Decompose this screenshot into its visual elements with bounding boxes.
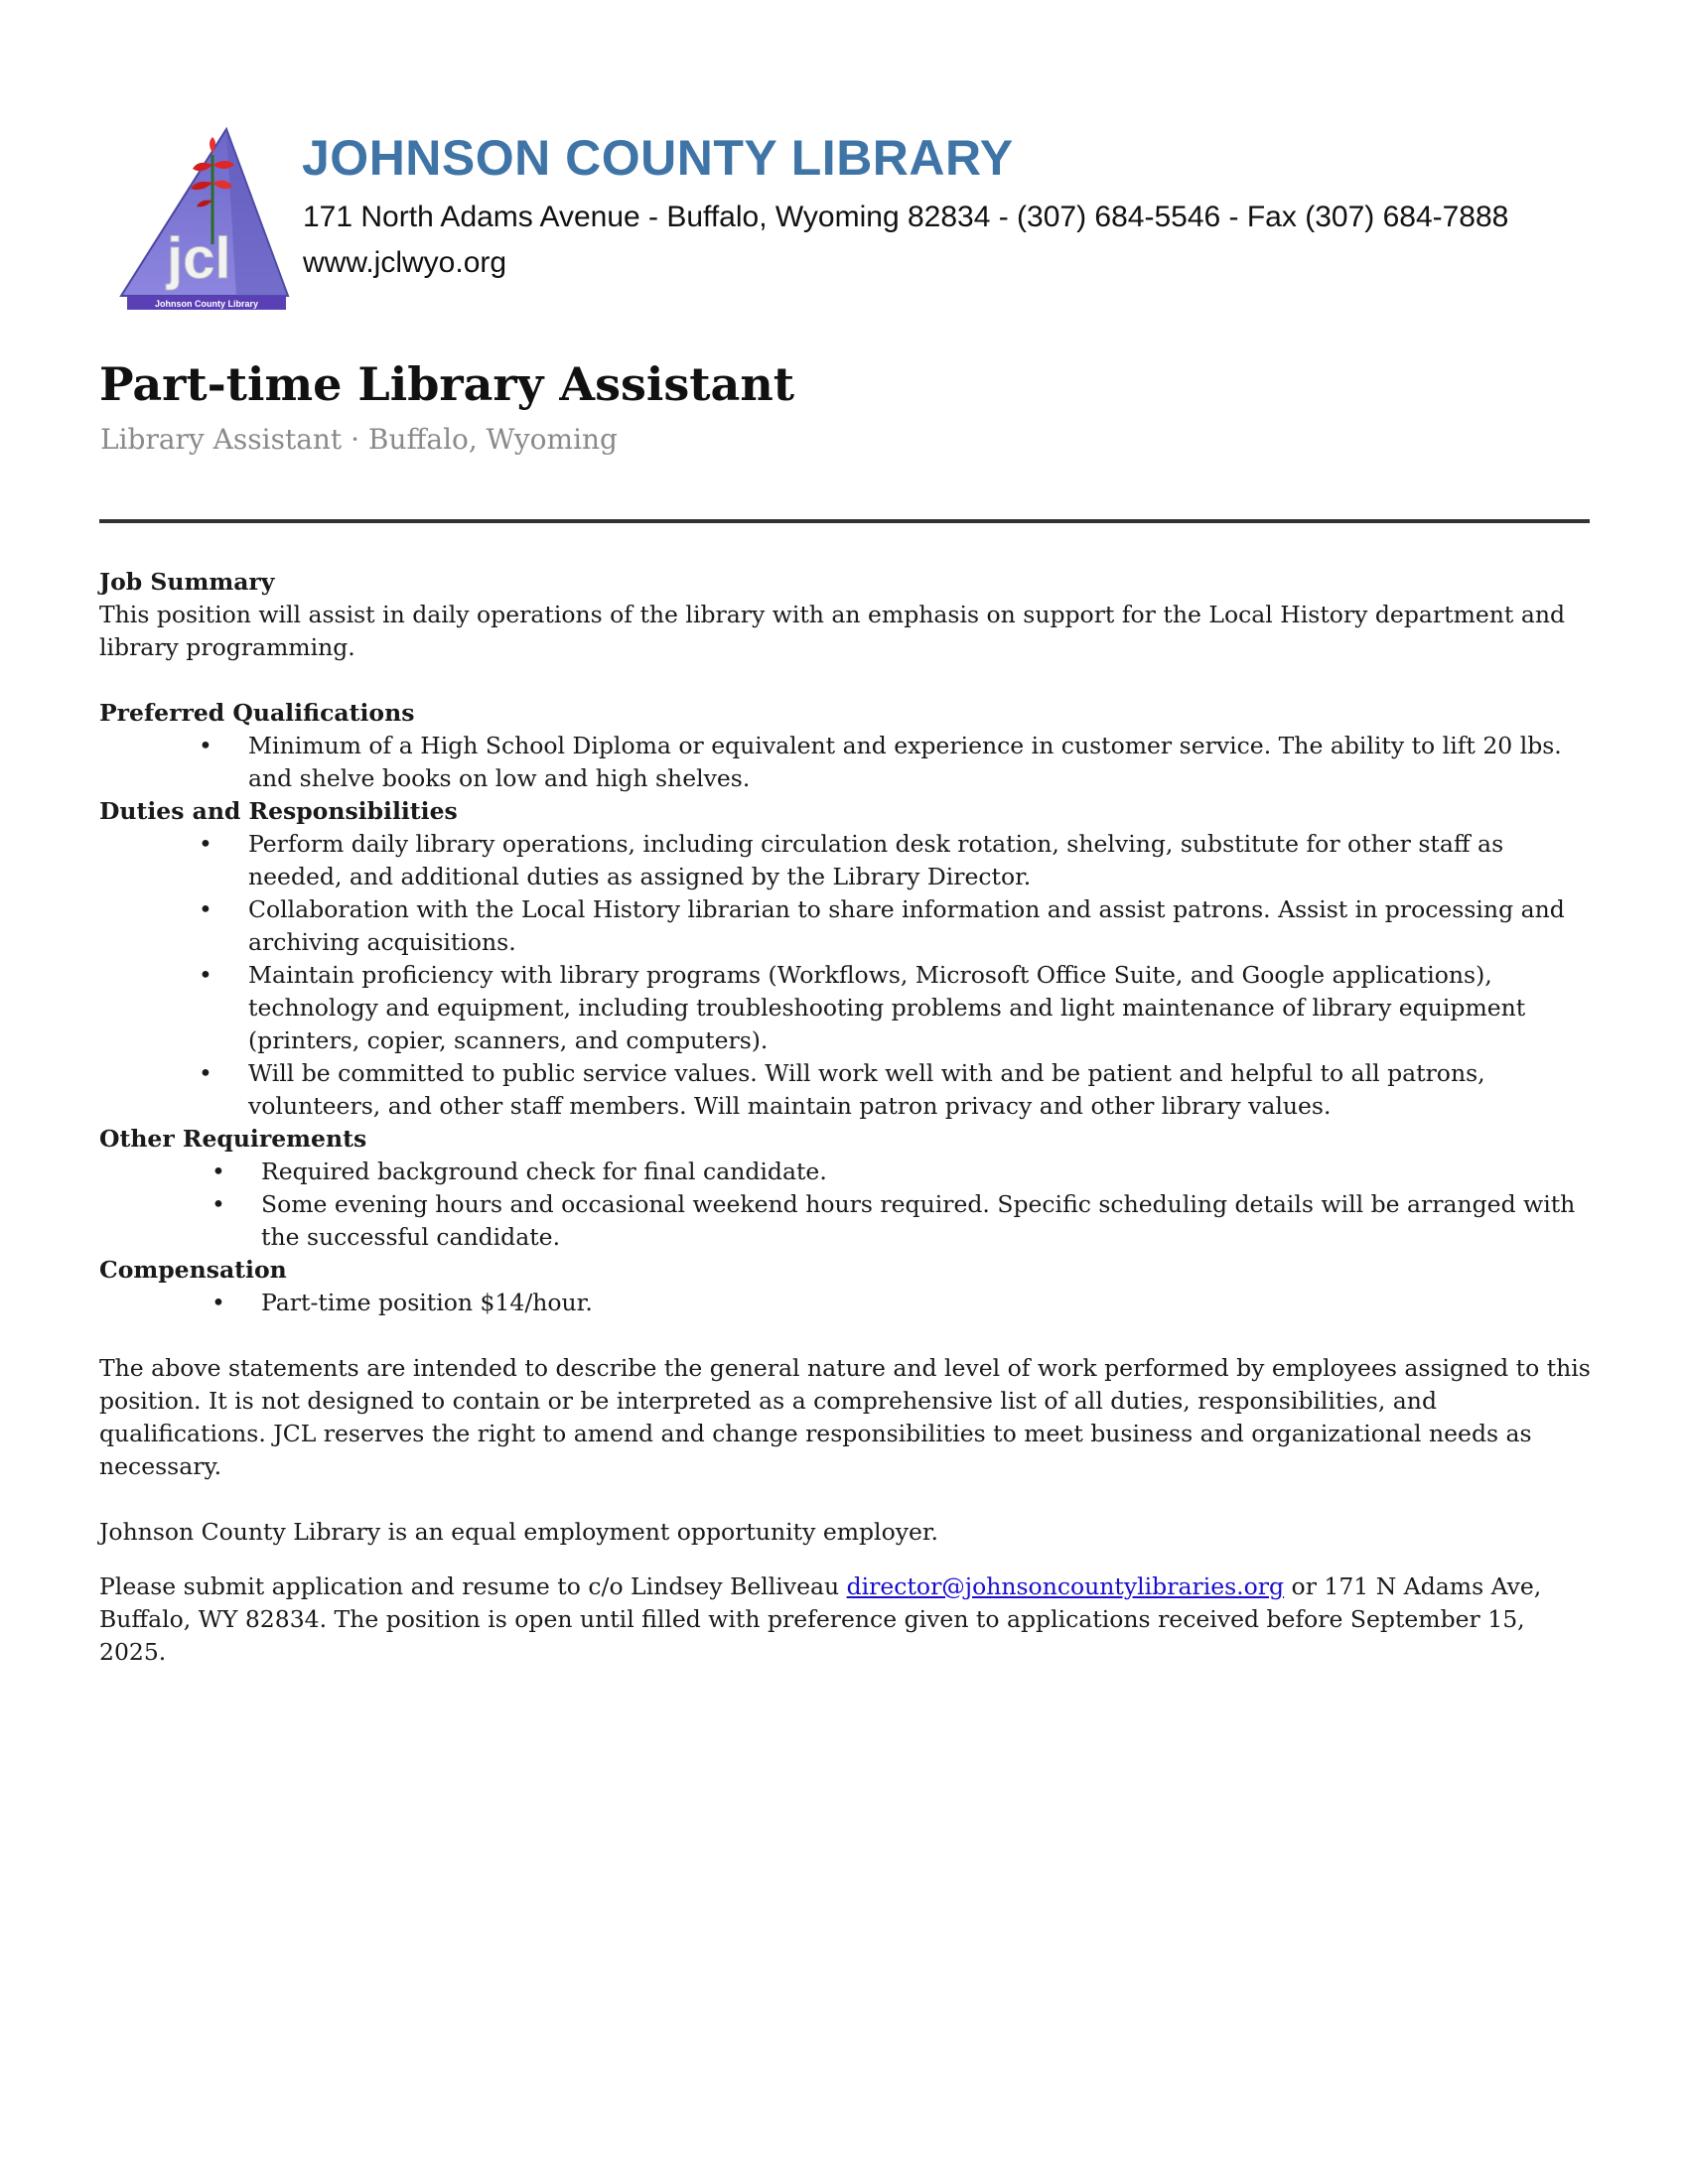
library-logo bbox=[117, 125, 292, 310]
disclaimer-text: The above statements are intended to describe the general nature and level of work performed by employees assigned to this position. It is not designed to contain or be interpreted as a comprehensive list of all duties, responsibilities, and qualifications. JCL reserves the right to amend and change responsibilities to meet business and organizational needs as necessary. bbox=[99, 1354, 1591, 1480]
job-summary-text: This position will assist in daily operations of the library with an emphasis on support for the Local History department and library programming. bbox=[99, 601, 1566, 661]
duties-list bbox=[99, 828, 1599, 1123]
page-subtitle: Library Assistant · Buffalo, Wyoming bbox=[100, 423, 618, 456]
document-body bbox=[99, 566, 1599, 1669]
list-item: • Part-time position $14/hour. bbox=[99, 1287, 1599, 1319]
section-heading-duties: Duties and Responsibilities bbox=[99, 797, 458, 825]
section-heading-other: Other Requirements bbox=[99, 1125, 367, 1153]
list-item: • Maintain proficiency with library programs (Workflows, Microsoft Office Suite, and Google applications), technology and equipment, including troubleshooting problems and light maintenance of library equipment (printers, copier, scanners, and computers). bbox=[99, 959, 1599, 1057]
compensation-list bbox=[99, 1287, 1599, 1319]
other-list bbox=[99, 1156, 1599, 1254]
section-heading-compensation: Compensation bbox=[99, 1256, 287, 1284]
logo-caption: Johnson County Library bbox=[154, 299, 259, 309]
list-item: • Perform daily library operations, including circulation desk rotation, shelving, substitute for other staff as needed, and additional duties as assigned by the Library Director. bbox=[99, 828, 1599, 893]
logo-text: jcl bbox=[167, 226, 231, 291]
list-item: • Collaboration with the Local History librarian to share information and assist patrons. Assist in processing and archiving acquisitions. bbox=[99, 893, 1599, 959]
divider bbox=[99, 519, 1590, 523]
list-item: • Some evening hours and occasional weekend hours required. Specific scheduling details will be arranged with the successful candidate. bbox=[99, 1188, 1599, 1254]
director-email-link[interactable]: director@johnsoncountylibraries.org bbox=[846, 1572, 1285, 1600]
eeo-text: Johnson County Library is an equal employment opportunity employer. bbox=[99, 1518, 939, 1546]
list-item: • Required background check for final candidate. bbox=[99, 1156, 1599, 1188]
preferred-list bbox=[99, 730, 1599, 795]
submit-text-before: Please submit application and resume to c/o Lindsey Belliveau bbox=[99, 1572, 847, 1600]
submit-text-after: or 171 N Adams Ave, Buffalo, WY 82834. The position is open until filled with preference given to applications received before September 15, 2025. bbox=[99, 1572, 1542, 1666]
org-website: www.jclwyo.org bbox=[303, 246, 507, 279]
section-heading-preferred: Preferred Qualifications bbox=[99, 699, 415, 727]
section-heading-job-summary: Job Summary bbox=[99, 568, 275, 596]
org-address: 171 North Adams Avenue - Buffalo, Wyoming 82834 - (307) 684-5546 - Fax (307) 684-7888 bbox=[303, 201, 1509, 233]
page-title: Part-time Library Assistant bbox=[99, 357, 795, 411]
list-item: • Minimum of a High School Diploma or equivalent and experience in customer service. The ability to lift 20 lbs. and shelve books on low and high shelves. bbox=[99, 730, 1599, 795]
submit-text bbox=[99, 1570, 1599, 1669]
list-item: • Will be committed to public service values. Will work well with and be patient and helpful to all patrons, volunteers, and other staff members. Will maintain patron privacy and other library values. bbox=[99, 1057, 1599, 1123]
org-name: JOHNSON COUNTY LIBRARY bbox=[302, 130, 1014, 186]
